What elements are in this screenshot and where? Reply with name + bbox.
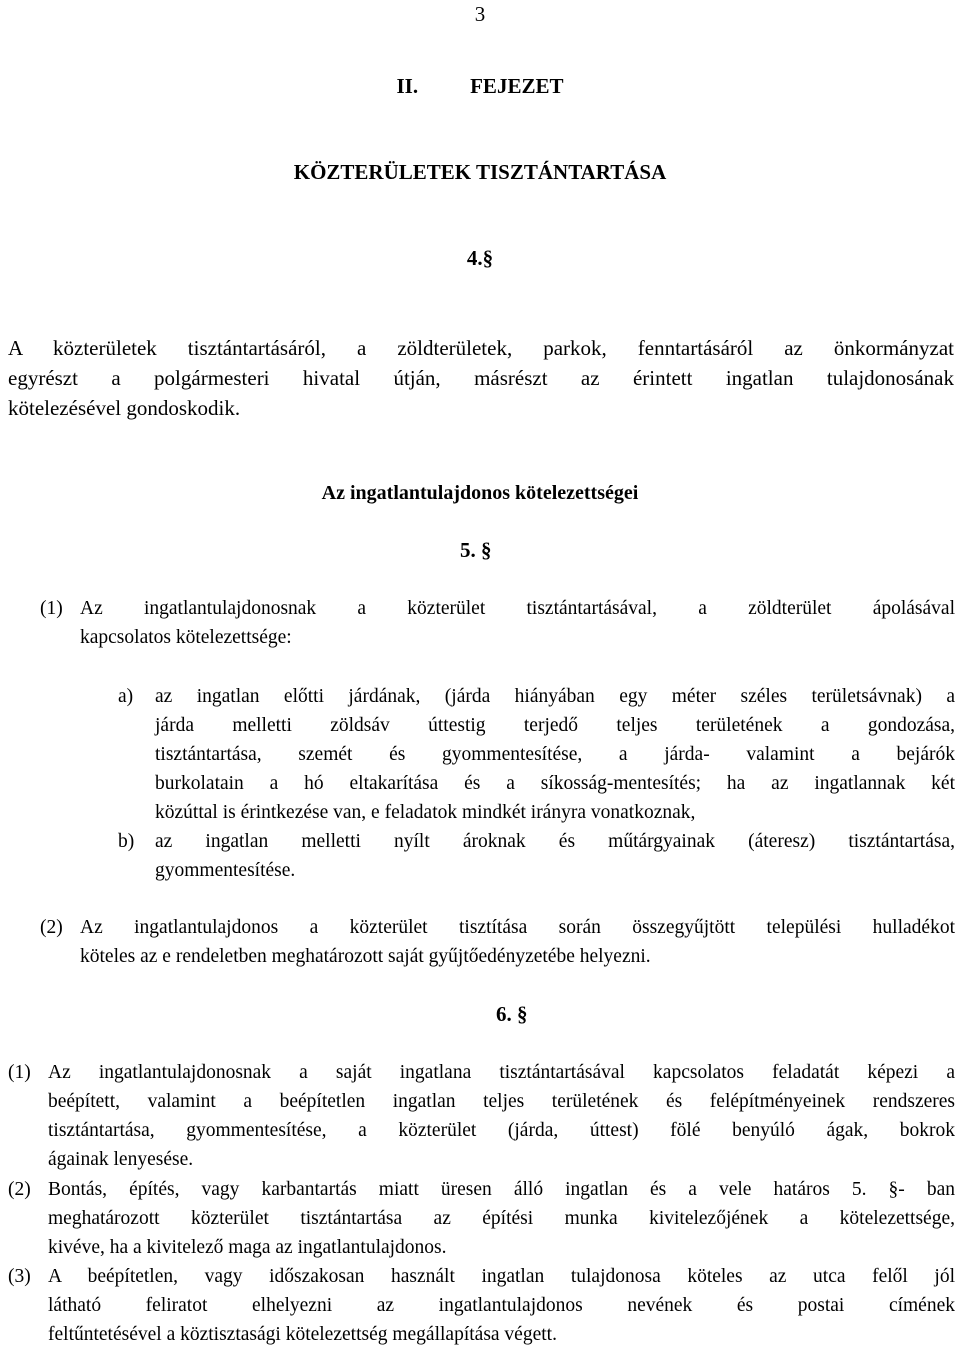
- item-line: kivéve, ha a kivitelező maga az ingatlantulajdonos.: [48, 1237, 447, 1258]
- page-number: 3: [474, 2, 486, 26]
- list-item-a: [118, 682, 955, 827]
- item-line: meghatározott közterület tisztántartása az építési munka kivitelezőjének a kötelezettsége,: [48, 1208, 955, 1229]
- list-item-b: [118, 827, 955, 885]
- item-label: (2): [40, 917, 63, 938]
- section-sign: §: [517, 1002, 528, 1026]
- paragraph-5-number: 5.: [460, 538, 476, 562]
- item-line: járda melletti zöldsáv úttestig terjedő teljes területének a gondozása,: [155, 715, 955, 736]
- paragraph-5-2: [40, 913, 955, 971]
- item-line: beépített, valamint a beépítetlen ingatlan teljes területének és felépítményeinek rendszeres: [48, 1091, 955, 1112]
- intro-line: egyrészt a polgármesteri hivatal útján, másrészt az érintett ingatlan tulajdonosának: [8, 366, 954, 390]
- section-title: KÖZTERÜLETEK TISZTÁNTARTÁSA: [293, 160, 667, 184]
- item-line: Az ingatlantulajdonosnak a közterület tisztántartásával, a zöldterület ápolásával: [80, 598, 955, 619]
- item-line: az ingatlan előtti járdának, (járda hiányában egy méter széles területsávnak) a: [155, 686, 955, 707]
- item-label: (1): [40, 598, 63, 619]
- item-line: látható feliratot elhelyezni az ingatlantulajdonos nevének és postai címének: [48, 1295, 955, 1316]
- item-line: gyommentesítése.: [155, 860, 296, 881]
- item-line: Bontás, építés, vagy karbantartás miatt üresen álló ingatlan és a vele határos 5. §- ban: [48, 1179, 955, 1200]
- item-line: tisztántartása, szemét és gyommentesítése, a járda- valamint a bejárók: [155, 744, 955, 765]
- item-line: kapcsolatos kötelezettsége:: [80, 627, 292, 648]
- paragraph-6-3: [8, 1262, 955, 1349]
- item-line: Az ingatlantulajdonos a közterület tisztítása során összegyűjtött települési hulladékot: [80, 917, 955, 938]
- item-label: b): [118, 831, 135, 852]
- item-line: az ingatlan melletti nyílt ároknak és műtárgyainak (áteresz) tisztántartása,: [155, 831, 955, 852]
- paragraph-4-heading: [0, 244, 960, 273]
- paragraph-6-number: 6.: [496, 1002, 512, 1026]
- section-sign: §: [481, 538, 492, 562]
- chapter-heading: [0, 72, 960, 101]
- paragraph-4-number: 4.: [466, 246, 483, 270]
- paragraph-5-1: [40, 594, 955, 652]
- item-line: A beépítetlen, vagy időszakosan használt ingatlan tulajdonosa köteles az utca felől jól: [48, 1266, 955, 1287]
- item-line: feltűntetésével a köztisztasági kötelezettség megállapítása végett.: [48, 1324, 557, 1345]
- paragraph-6-2: [8, 1175, 955, 1262]
- paragraph-5-heading: [460, 536, 492, 565]
- paragraph-6-1: [8, 1058, 955, 1174]
- item-line: ágainak lenyesése.: [48, 1149, 194, 1170]
- chapter-label: FEJEZET: [470, 74, 564, 98]
- paragraph-6-heading: [496, 1000, 528, 1029]
- subsection-title: Az ingatlantulajdonos kötelezettségei: [321, 482, 639, 504]
- item-label: (1): [8, 1062, 31, 1083]
- item-label: (2): [8, 1179, 31, 1200]
- section-sign: §: [482, 246, 494, 270]
- chapter-number: II.: [396, 74, 419, 98]
- item-label: a): [118, 686, 134, 707]
- item-line: Az ingatlantulajdonosnak a saját ingatlana tisztántartásával kapcsolatos feladatát képezi a: [48, 1062, 955, 1083]
- item-line: köteles az e rendeletben meghatározott saját gyűjtőedényzetébe helyezni.: [80, 946, 651, 967]
- item-label: (3): [8, 1266, 31, 1287]
- item-line: burkolatain a hó eltakarítása és a síkosság-mentesítés; ha az ingatlannak két: [155, 773, 955, 794]
- intro-line: A közterületek tisztántartásáról, a zöldterületek, parkok, fenntartásáról az önkormányzat: [8, 336, 954, 360]
- intro-line: kötelezésével gondoskodik.: [8, 396, 241, 420]
- item-line: közúttal is érintkezése van, e feladatok mindkét irányra vonatkoznak,: [155, 802, 696, 823]
- item-line: tisztántartása, gyommentesítése, a közterület (járda, úttest) fölé benyúló ágak, bokrok: [48, 1120, 955, 1141]
- intro-paragraph: [8, 333, 954, 423]
